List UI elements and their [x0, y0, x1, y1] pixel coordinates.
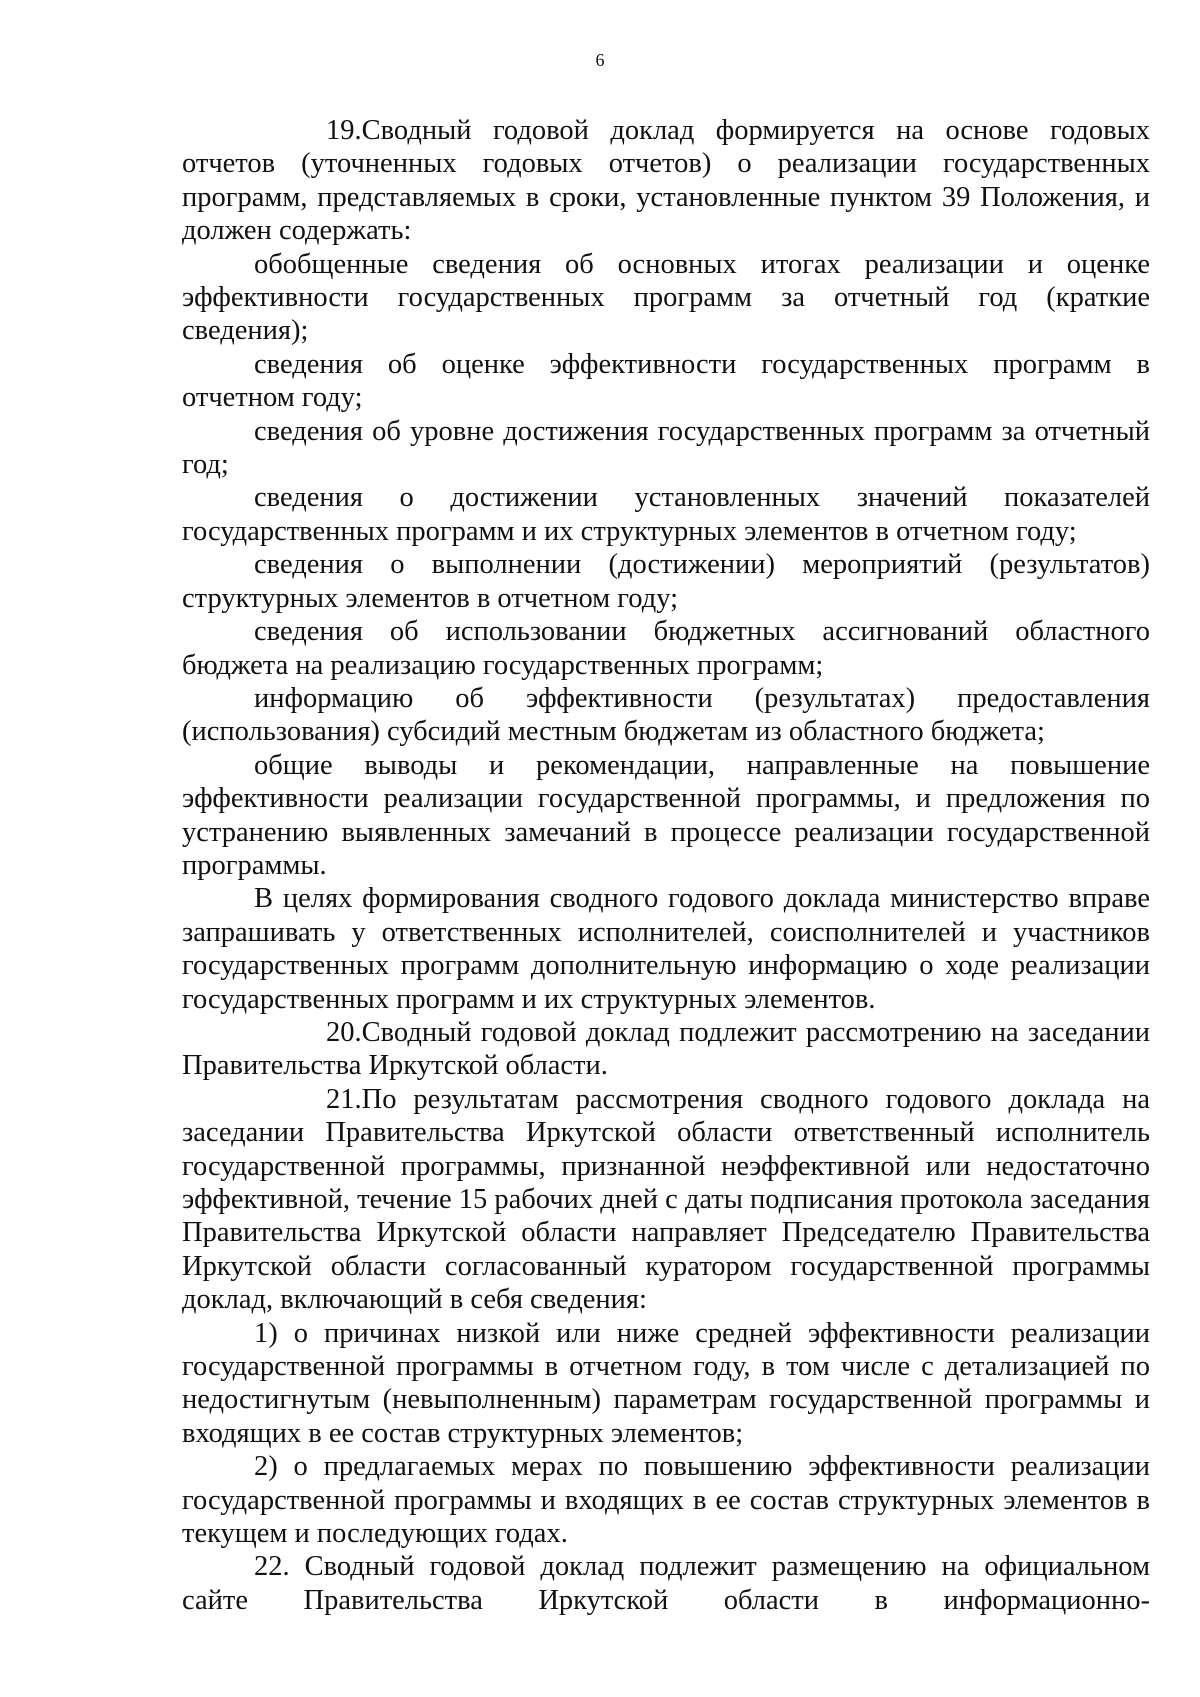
- paragraph-text: В целях формирования сводного годового доклада министерство вправе запрашивать у ответственных исполнителей, соисполнителей и участников государственных программ дополнительную информацию о ходе реализации государственных программ и их структурных элементов.: [182, 883, 1150, 1015]
- paragraph-text: 22. Сводный годовой доклад подлежит размещению на официальном сайте Правительства Иркутской области в информационно-: [182, 1551, 1150, 1616]
- paragraph: [182, 882, 1150, 1016]
- paragraph-text: 2) о предлагаемых мерах по повышению эффективности реализации государственной программы и входящих в ее состав структурных элементов в текущем и последующих годах.: [182, 1451, 1150, 1550]
- paragraph-22: [182, 1550, 1150, 1617]
- clause-number: 19.: [326, 115, 362, 146]
- paragraph-text: сведения об оценке эффективности государственных программ в отчетном году;: [182, 348, 1150, 414]
- paragraph-list-item: [182, 481, 1150, 548]
- paragraph-text: сведения о выполнении (достижении) мероприятий (результатов) структурных элементов в отчетном году;: [182, 549, 1150, 614]
- paragraph-text: общие выводы и рекомендации, направленные на повышение эффективности реализации государственной программы, и предложения по устранению выявленных замечаний в процессе реализации государственной программы.: [182, 749, 1150, 881]
- page-number: 6: [595, 50, 605, 70]
- paragraph-text: сведения об использовании бюджетных ассигнований областного бюджета на реализацию государственных программ;: [182, 616, 1150, 681]
- paragraph-list-item: [182, 615, 1150, 682]
- paragraph-text: сведения об уровне достижения государственных программ за отчетный год;: [182, 415, 1150, 481]
- paragraph-text: Сводный годовой доклад формируется на основе годовых отчетов (уточненных годовых отчетов) о реализации государственных программ, представляемых в сроки, установленные пунктом 39 Положения, и должен содержать:: [182, 115, 1150, 247]
- paragraph-list-item: [182, 248, 1150, 348]
- paragraph-19: [182, 114, 1150, 248]
- clause-number: 21.: [326, 1083, 362, 1115]
- paragraph-21: [182, 1083, 1150, 1317]
- clause-number: 20.: [326, 1016, 362, 1048]
- paragraph-text: информацию об эффективности (результатах) предоставления (использования) субсидий местным бюджетам из областного бюджета;: [182, 682, 1150, 748]
- document-body: [182, 114, 1150, 1617]
- paragraph-list-item: [182, 1317, 1150, 1451]
- paragraph-list-item: [182, 415, 1150, 482]
- paragraph-list-item: [182, 348, 1150, 415]
- paragraph-list-item: [182, 548, 1150, 615]
- paragraph-text: обобщенные сведения об основных итогах реализации и оценке эффективности государственных программ за отчетный год (краткие сведения);: [182, 248, 1150, 347]
- paragraph-text: сведения о достижении установленных значений показателей государственных программ и их структурных элементов в отчетном году;: [182, 482, 1150, 547]
- paragraph-text: 1) о причинах низкой или ниже средней эффективности реализации государственной программы в отчетном году, в том числе с детализацией по недостигнутым (невыполненным) параметрам государственной программы и входящих в ее состав структурных элементов;: [182, 1317, 1150, 1449]
- paragraph-list-item: [182, 749, 1150, 883]
- paragraph-20: [182, 1016, 1150, 1083]
- paragraph-text: Сводный годовой доклад подлежит рассмотрению на заседании Правительства Иркутской области.: [182, 1016, 1150, 1082]
- paragraph-list-item: [182, 1450, 1150, 1550]
- paragraph-text: По результатам рассмотрения сводного годового доклада на заседании Правительства Иркутской области ответственный исполнитель государственной программы, признанной неэффективной или недостаточно эффективной, течение 15 рабочих дней с даты подписания протокола заседания Правительства Иркутской области направляет Председателю Правительства Иркутской области согласованный куратором государственной программы доклад, включающий в себя сведения:: [182, 1083, 1150, 1316]
- paragraph-list-item: [182, 682, 1150, 749]
